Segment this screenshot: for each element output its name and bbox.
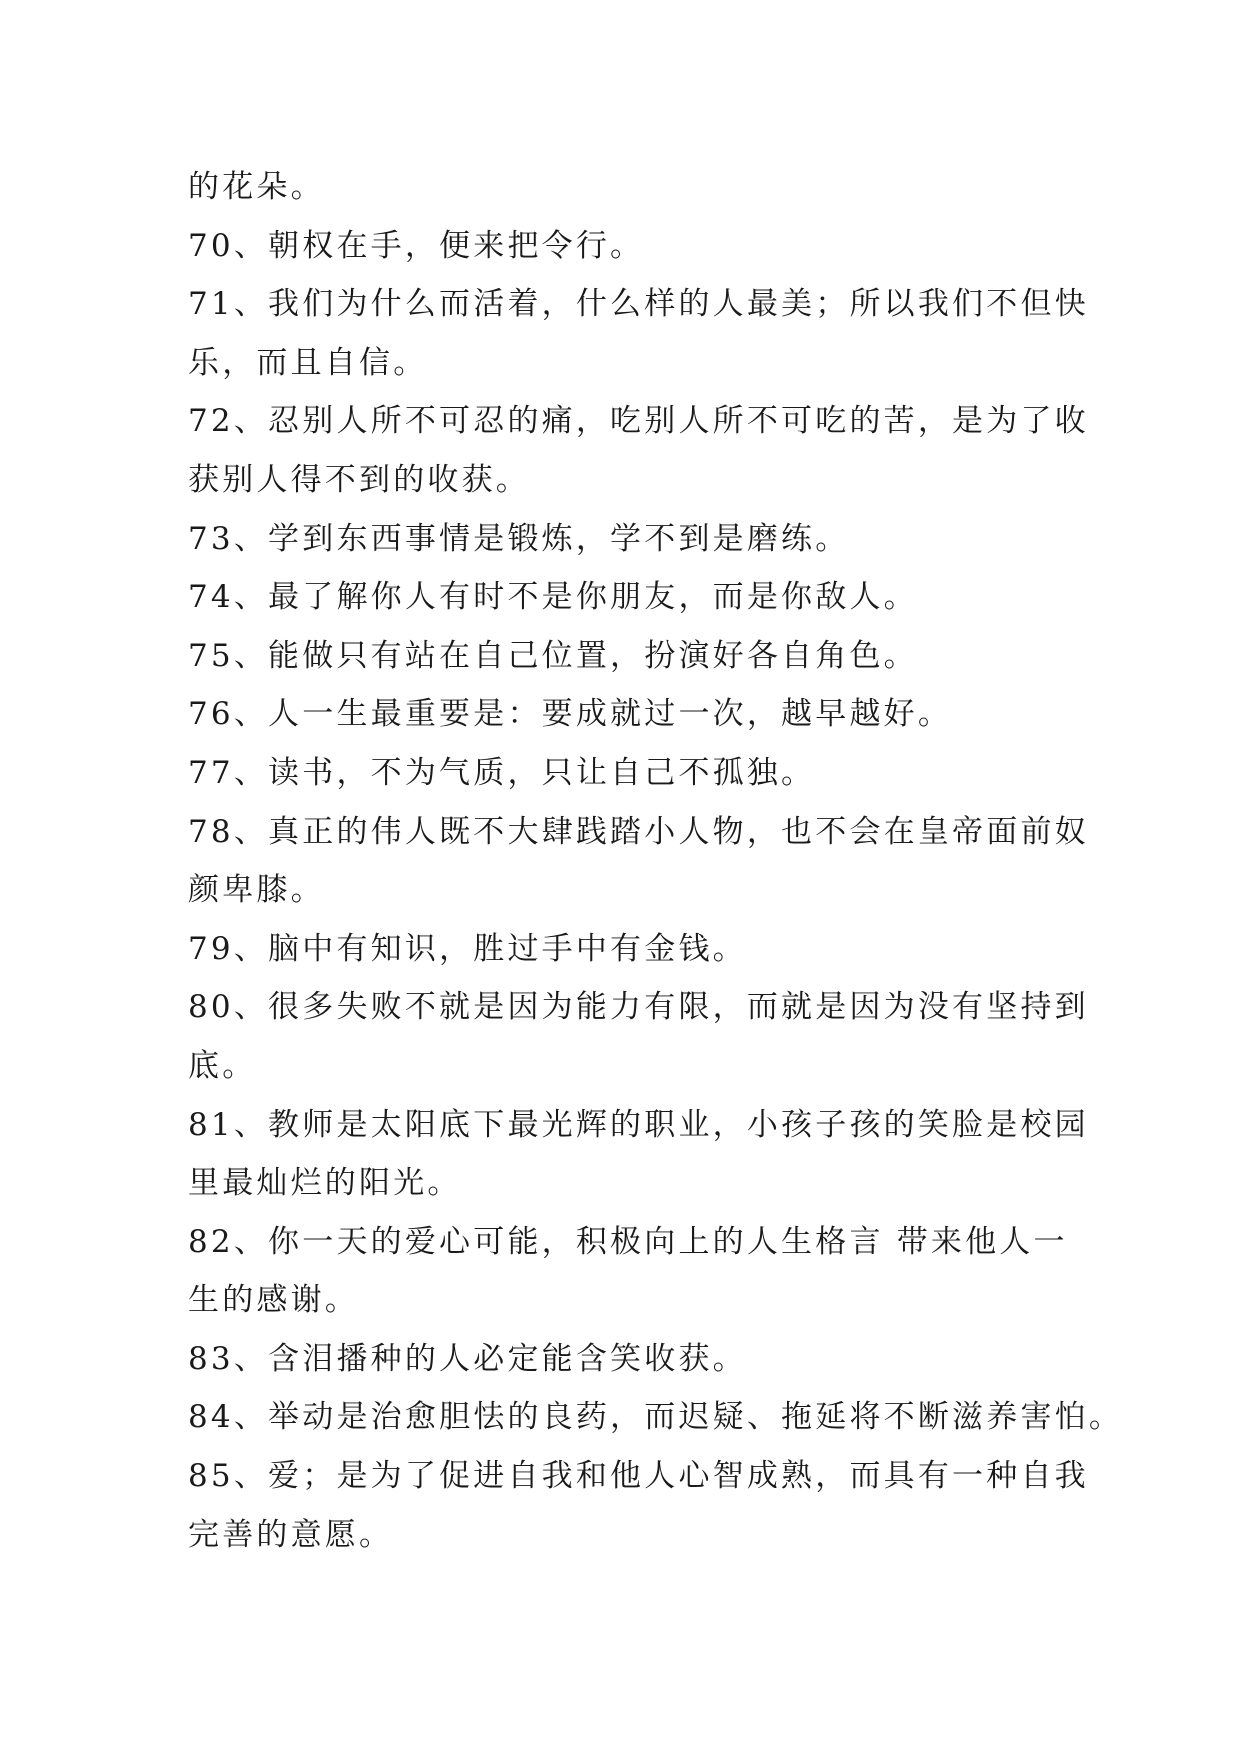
text-line: 83、含泪播种的人必定能含笑收获。 [188, 1340, 747, 1377]
text-line: 75、能做只有站在自己位置，扮演好各自角色。 [188, 637, 918, 674]
text-line: 乐，而且自信。 [188, 344, 428, 381]
text-line: 79、脑中有知识，胜过手中有金钱。 [188, 930, 747, 967]
text-line: 生的感谢。 [188, 1282, 359, 1319]
text-line: 85、爱；是为了促进自我和他人心智成熟，而具有一种自我 [188, 1458, 1089, 1495]
text-line: 71、我们为什么而活着，什么样的人最美；所以我们不但快 [188, 286, 1089, 323]
text-line: 73、学到东西事情是锻炼，学不到是磨练。 [188, 520, 850, 557]
text-line: 84、举动是治愈胆怯的良药，而迟疑、拖延将不断滋养害怕。 [188, 1399, 1124, 1436]
text-line: 底。 [188, 1047, 257, 1084]
text-line: 78、真正的伟人既不大肆践踏小人物，也不会在皇帝面前奴 [188, 813, 1089, 850]
text-line: 72、忍别人所不可忍的痛，吃别人所不可吃的苦，是为了收 [188, 403, 1089, 440]
text-line: 81、教师是太阳底下最光辉的职业，小孩子孩的笑脸是校园 [188, 1106, 1089, 1143]
document-body [188, 158, 1124, 1564]
text-line: 82、你一天的爱心可能，积极向上的人生格言 带来他人一 [188, 1223, 1068, 1260]
text-line: 获别人得不到的收获。 [188, 461, 530, 498]
text-line: 76、人一生最重要是：要成就过一次，越早越好。 [188, 696, 953, 733]
text-line: 80、很多失败不就是因为能力有限，而就是因为没有坚持到 [188, 989, 1089, 1026]
text-line: 完善的意愿。 [188, 1516, 394, 1553]
text-line: 的花朵。 [188, 169, 325, 205]
text-line: 77、读书，不为气质，只让自己不孤独。 [188, 754, 816, 791]
text-line: 70、朝权在手，便来把令行。 [188, 227, 645, 264]
text-line: 里最灿烂的阳光。 [188, 1165, 462, 1202]
text-line: 颜卑膝。 [188, 872, 325, 909]
text-line: 74、最了解你人有时不是你朋友，而是你敌人。 [188, 579, 918, 616]
